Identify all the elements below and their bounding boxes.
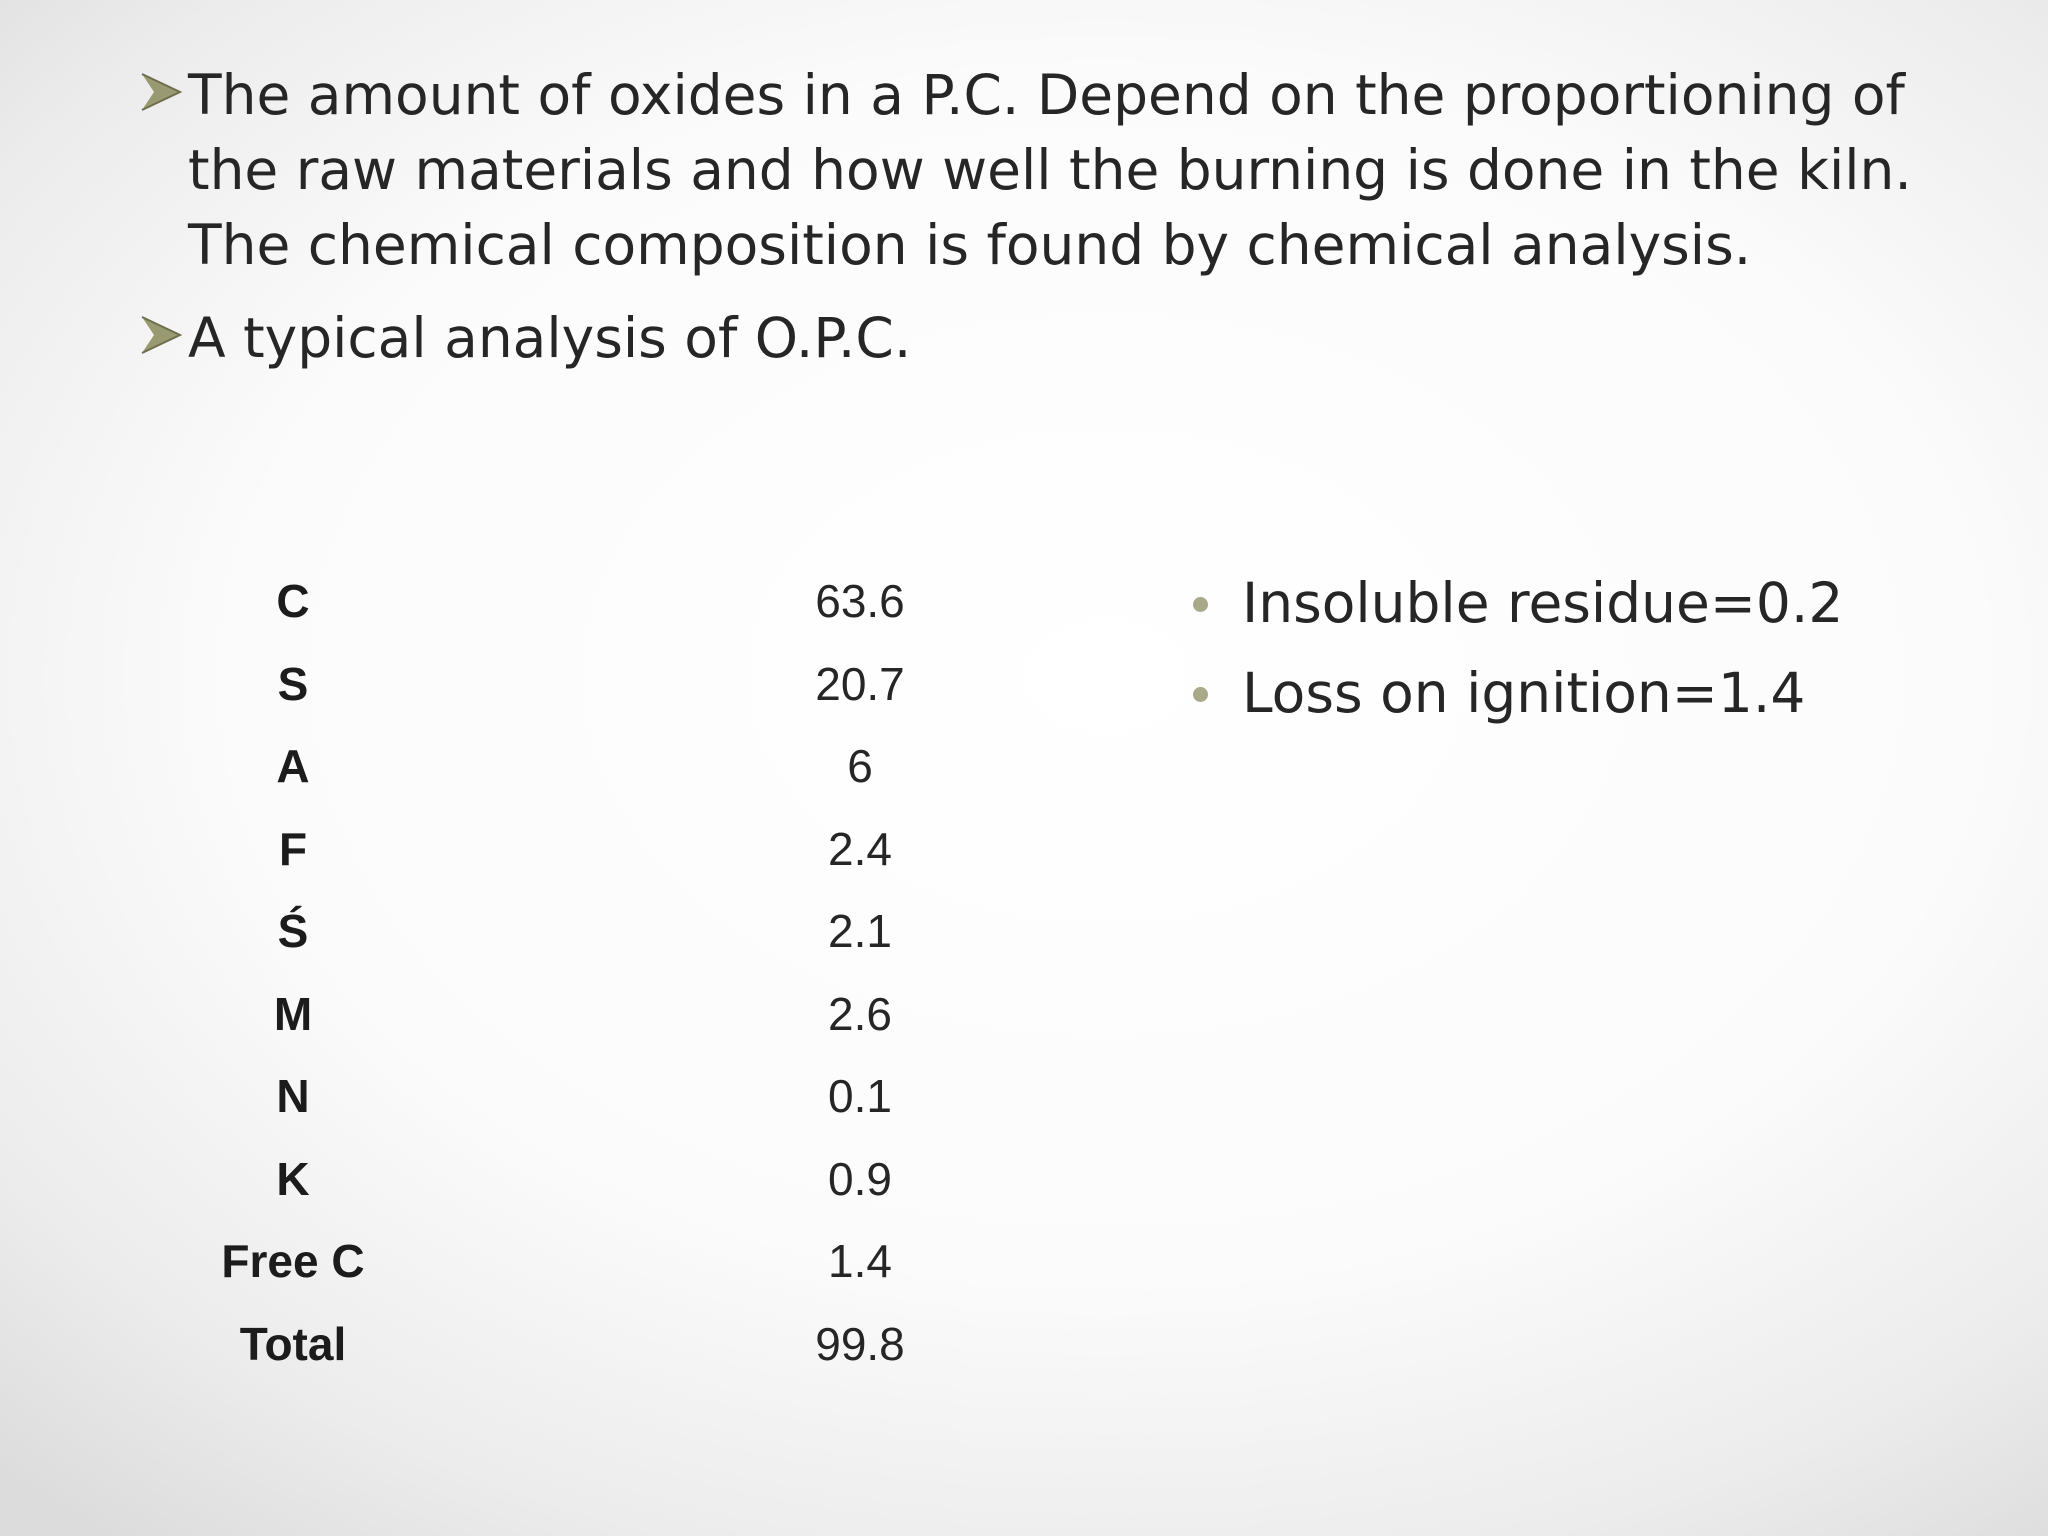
side-note-text: Insoluble residue=0.2 [1242,571,1844,635]
oxide-label: Ś [277,905,309,957]
table-row [160,1055,960,1138]
side-note-text: Loss on ignition=1.4 [1242,661,1806,725]
oxide-label: N [276,1070,310,1122]
oxide-label: K [276,1152,310,1205]
oxide-value: 0.1 [828,1070,892,1122]
oxide-label: Total [239,1317,347,1370]
oxide-value: 2.6 [828,987,892,1040]
oxide-value: 0.9 [828,1152,892,1205]
table-row [160,808,960,891]
oxide-label: M [273,987,313,1040]
oxide-value: 20.7 [815,657,905,710]
oxide-label: F [278,822,308,875]
oxide-value: 1.4 [828,1235,892,1287]
intro-bullet [140,58,1940,283]
oxide-value: 2.1 [828,905,892,957]
dot-bullet-icon [1193,687,1208,702]
table-row [160,1138,960,1221]
oxide-label: S [277,657,309,710]
oxide-value: 6 [847,740,873,792]
side-note-item [1186,648,2006,738]
oxide-value: 2.4 [828,822,892,875]
table-row [160,1220,960,1303]
arrow-bullet-icon [140,70,184,114]
oxide-label: C [276,575,310,627]
side-notes [1186,558,2006,738]
dot-bullet-icon [1193,597,1208,612]
oxide-label: Free C [221,1235,365,1287]
table-row [160,1303,960,1386]
table-row [160,890,960,973]
table-row [160,725,960,808]
analysis-table [160,560,960,1385]
arrow-bullet-icon [140,313,184,357]
oxide-label: A [276,740,310,792]
table-row [160,643,960,726]
side-note-item [1186,558,2006,648]
intro-paragraph-text: The amount of oxides in a P.C. Depend on the proportioning of the raw materials and how well the burning is done in the kiln. The chemical composition is found by chemical analysis. [188,63,1912,277]
table-row [160,560,960,643]
intro-section [140,58,1940,394]
oxide-value: 99.8 [815,1317,905,1370]
table-row [160,973,960,1056]
intro-paragraph-text: A typical analysis of O.P.C. [188,306,912,370]
oxide-value: 63.6 [815,575,905,627]
intro-bullet [140,301,1940,376]
